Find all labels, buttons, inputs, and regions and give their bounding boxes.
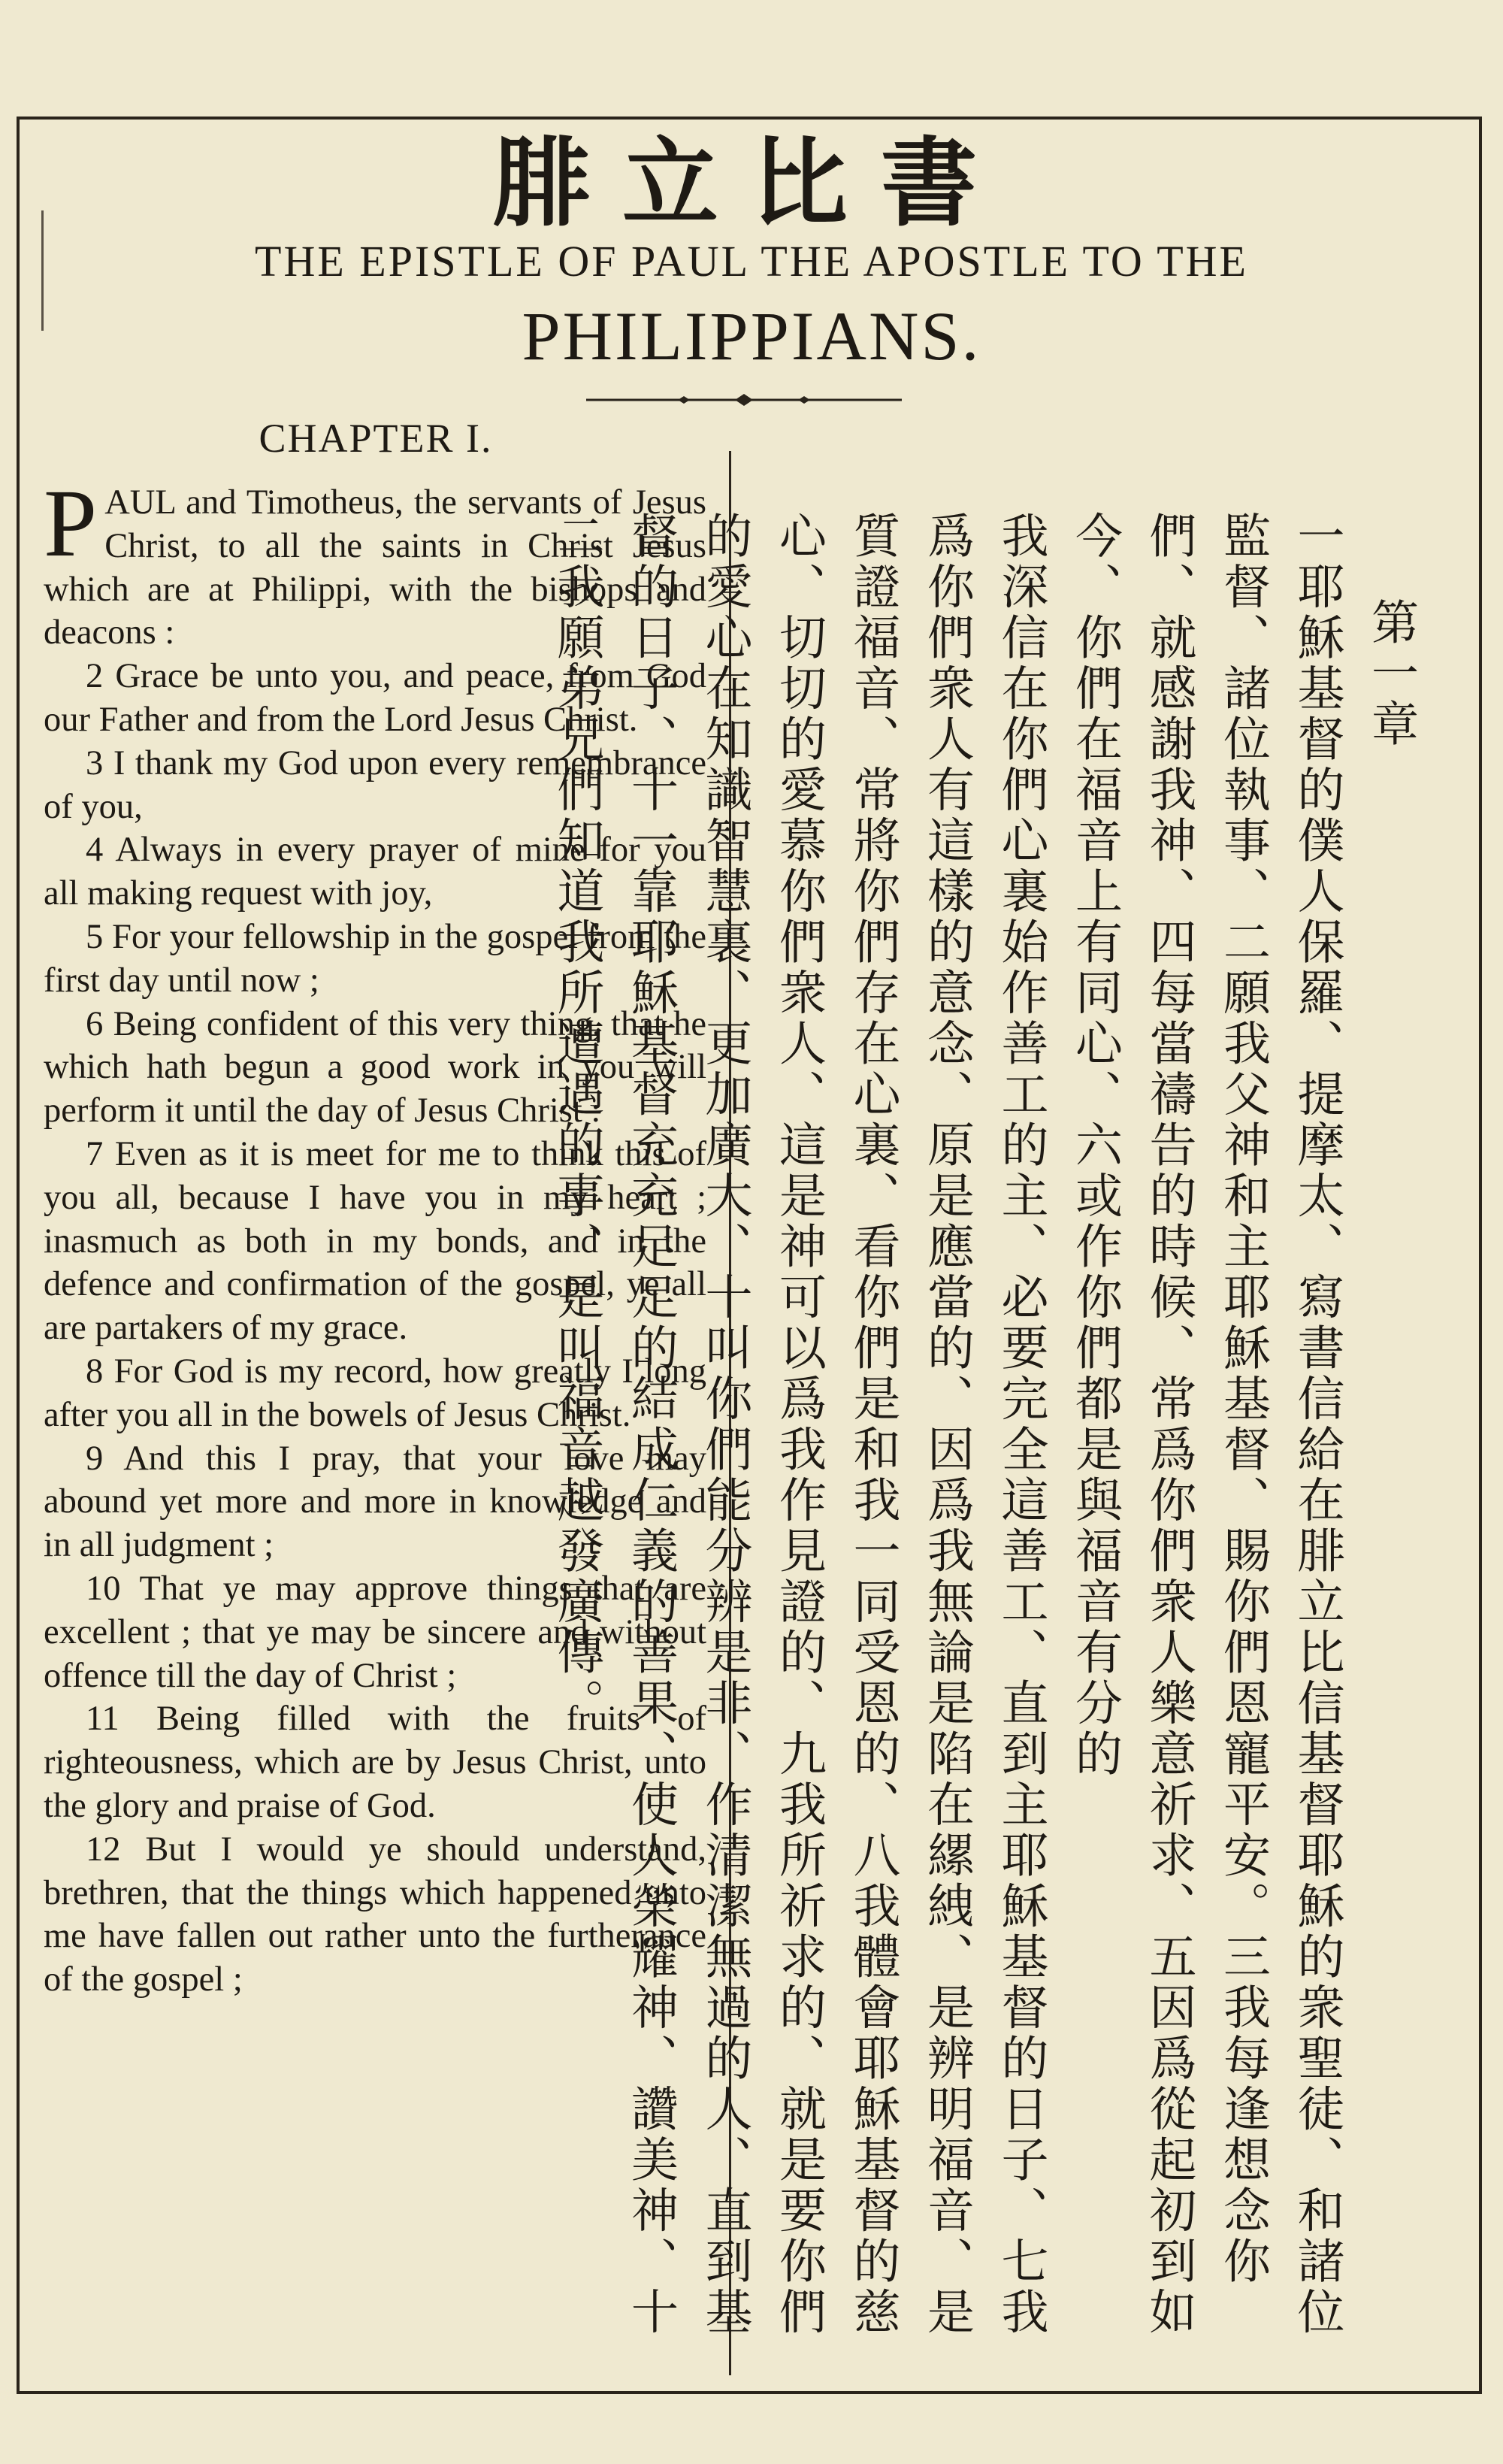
verse-6: 6 Being confident of this very thing, that he which hath begun a good work in you will perform it until the day of Jesus Christ : — [44, 1004, 706, 1131]
verse-text: AUL and Timotheus, the servants of Jesus Christ, to all the saints in Christ Jesus which are at Philippi, with the bishops and deacons : — [44, 483, 706, 652]
drop-cap: P — [44, 470, 98, 577]
verse-9: 9 And this I pray, that your love may abound yet more and more in knowledge and in all judgment ; — [44, 1439, 706, 1565]
verse-3: 3 I thank my God upon every remembrance of you, — [44, 743, 706, 826]
verse-12: 12 But I would ye should understand, brethren, that the things which happened unto me have fallen out rather unto the furtherance of the gospel ; — [44, 1830, 706, 1999]
chinese-verse-block-1: 一耶穌基督的僕人保羅、提摩太、寫書信給在腓立比信基督耶穌的衆聖徒、和諸位監督、諸位執事、二願我父神和主耶穌基督、賜你們恩寵平安。三我每逢想念你們、就感謝我神、四每當禱告的時候、常爲你們衆人樂意祈求、五因爲從起初到如今、你們在福音上有同心、六或作你們都是與福音有分的 — [1068, 511, 1345, 2338]
book-title: PHILIPPIANS. — [522, 298, 981, 374]
chapter-heading: CHAPTER I. — [259, 416, 493, 461]
verse-5: 5 For your fellowship in the gospel from the first day until now ; — [44, 917, 706, 1000]
chinese-verse-block-2: 我深信在你們心裏始作善工的主、必要完全這善工、直到主耶穌基督的日子、七我爲你們衆人有這樣的意念、原是應當的、因爲我無論是陷在縲絏、是辨明福音、是質證福音、常將你們存在心裏、看你們是和我一同受恩的、八我體會耶穌基督的慈心、切切的愛慕你們衆人、這是神可以爲我作見證的、九我所祈求的、就是要你們的愛心在知識智慧裏、更加廣大、十叫你們能分辨是非、作清潔無過的人、直到基督的日子、十一靠耶穌基督充充足足的結成仁義的善果、使人榮耀神、讚美神、十二我願弟兄們知道我所遭遇的事、是叫福音越發廣傳。 — [549, 511, 1049, 2338]
verse-10: 10 That ye may approve things that are excellent ; that ye may be sincere and without offence till the day of Christ ; — [44, 1569, 706, 1695]
verse-4: 4 Always in every prayer of mine for you all making request with joy, — [44, 831, 706, 913]
ornament-divider — [556, 392, 932, 407]
verse-2: 2 Grace be unto you, and peace, from God our Father and from the Lord Jesus Christ. — [44, 657, 706, 739]
epistle-subtitle: THE EPISTLE OF PAUL THE APOSTLE TO THE — [255, 237, 1248, 286]
chinese-chapter-label: 第一章 — [1364, 598, 1419, 750]
chinese-book-title: 腓立比書 — [492, 128, 1010, 240]
verse-7: 7 Even as it is meet for me to think this of you all, because I have you in my heart ; inasmuch as both in my bonds, and in the defence and confirmation of the gospel, ye all are partakers of my grace. — [44, 1134, 706, 1348]
verse-11: 11 Being filled with the fruits of righteousness, which are by Jesus Christ, unto the glory and praise of God. — [44, 1700, 706, 1825]
verse-8: 8 For God is my record, how greatly I long after you all in the bowels of Jesus Christ. — [44, 1352, 706, 1434]
chinese-text-column — [549, 511, 1428, 2345]
